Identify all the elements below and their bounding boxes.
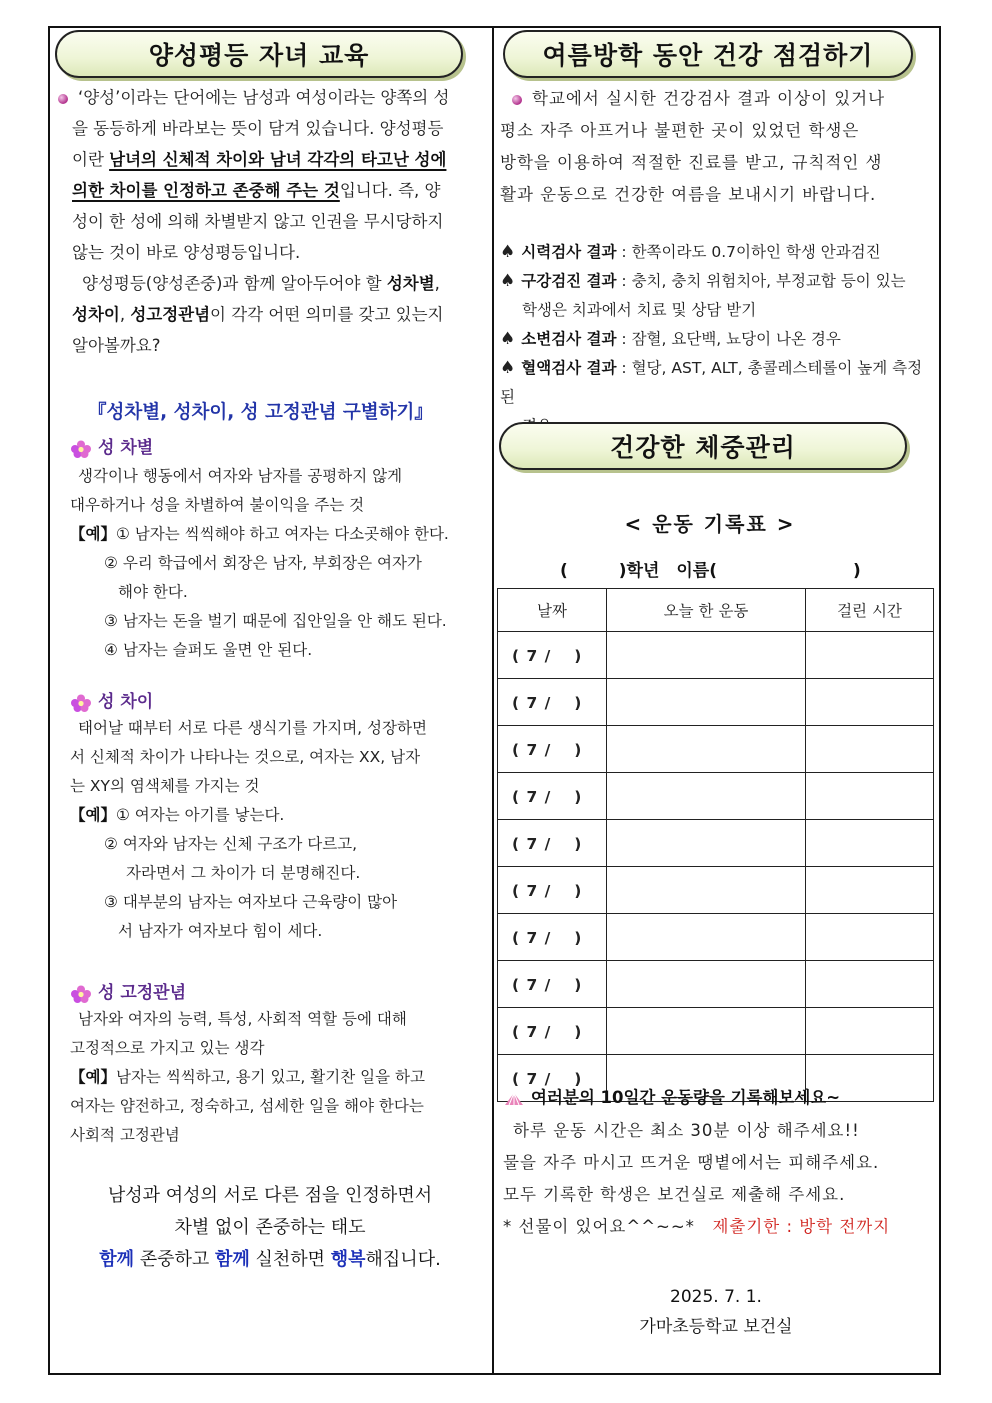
check-item: ♠ 시력검사 결과 : 한쪽이라도 0.7이하인 학생 안과검진: [500, 242, 881, 262]
exercise-cell[interactable]: [607, 820, 806, 867]
flower-icon: [70, 440, 92, 458]
deadline: 제출기한 : 방학 전까지: [712, 1217, 891, 1236]
seashell-icon: [503, 1091, 525, 1107]
right-title: 여름방학 동안 건강 점검하기: [542, 41, 874, 70]
intro-paragraph: ‘양성’이라는 단어에는 남성과 여성이라는 양쪽의 성 을 동등하게 바라보는 뜻이 담겨 있습니다. 양성평등 이란 남녀의 신체적 차이와 남녀 각각의 타고난 성에 의한 차이를 인정하고 존중해 주는 것입니다. 즉, 양 성이 한 성에 의해 차별받지 않고 인권을 무시당하지 않는 것이 바로 양성평등입니다.: [58, 82, 486, 268]
col-exercise: 오늘 한 운동: [607, 589, 806, 632]
left-title-banner: [55, 30, 463, 78]
duration-cell[interactable]: [806, 961, 934, 1008]
table-row: ( 7 / ): [498, 726, 934, 773]
weight-title: 건강한 체중관리: [610, 433, 796, 462]
table-row: ( 7 / ): [498, 914, 934, 961]
table-row: ( 7 / ): [498, 632, 934, 679]
duration-cell[interactable]: [806, 679, 934, 726]
table-header-row: [498, 589, 934, 632]
duration-cell[interactable]: [806, 820, 934, 867]
discrimination-body: 생각이나 행동에서 여자와 남자를 공평하지 않게 대우하거나 성을 차별하여 불이익을 주는 것 【예】① 남자는 씩씩해야 하고 여자는 다소곳해야 한다. ② 우리 학급에서 회장은 남자, 부회장은 여자가 해야 한다. ③ 남자는 돈을 벌기 때문에 집안일을 안 해도 된다. ④ 남자는 슬퍼도 울면 안 된다.: [70, 467, 449, 659]
duration-cell[interactable]: [806, 1008, 934, 1055]
duration-cell[interactable]: [806, 773, 934, 820]
col-date: 날짜: [498, 589, 607, 632]
exercise-cell[interactable]: [607, 632, 806, 679]
intro-paragraph-2: 양성평등(양성존중)과 함께 알아두어야 할 성차별, 성차이, 성고정관념이 각각 어떤 의미를 갖고 있는지 알아볼까요?: [72, 274, 444, 355]
note-head: 여러분의 10일간 운동량을 기록해보세요~: [503, 1084, 840, 1108]
difference-body: 태어날 때부터 서로 다른 생식기를 가지며, 성장하면 서 신체적 차이가 나타나는 것으로, 여자는 XX, 남자 는 XY의 염색체를 가지는 것 【예】① 여자는 아기를 낳는다. ② 여자와 남자는 신체 구조가 다르고, 자라면서 그 차이가 더 분명해진다. ③ 대부분의 남자는 여자보다 근육량이 많아 서 남자가 여자보다 힘이 세다.: [70, 719, 427, 940]
weight-title-banner: [499, 422, 907, 470]
exercise-cell[interactable]: [607, 1008, 806, 1055]
right-title-banner: [503, 30, 913, 78]
column-divider: [492, 26, 494, 1375]
spade-icon: ♠: [500, 242, 516, 262]
col-duration: 걸린 시간: [806, 589, 934, 632]
flower-icon: [70, 985, 92, 1003]
exercise-log-table: [497, 588, 934, 1102]
table-row: ( 7 / ): [498, 679, 934, 726]
log-title: < 운동 기록표 >: [624, 512, 796, 536]
table-row: ( 7 / ): [498, 773, 934, 820]
duration-cell[interactable]: [806, 867, 934, 914]
table-row: ( 7 / ): [498, 1008, 934, 1055]
key-definition: 남녀의 신체적 차이와 남녀 각각의 타고난 성에: [109, 150, 447, 169]
exercise-cell[interactable]: [607, 914, 806, 961]
section-head-stereotype: 성 고정관념: [70, 978, 186, 1003]
table-row: ( 7 / ): [498, 820, 934, 867]
duration-cell[interactable]: [806, 914, 934, 961]
check-item: ♠ 소변검사 결과 : 잠혈, 요단백, 뇨당이 나온 경우: [500, 329, 841, 349]
bullet-dot-icon: [512, 95, 522, 105]
exercise-cell[interactable]: [607, 679, 806, 726]
stereotype-body: 남자와 여자의 능력, 특성, 사회적 역할 등에 대해 고정적으로 가지고 있는 생각 【예】남자는 씩씩하고, 용기 있고, 활기찬 일을 하고 여자는 얌전하고, 정숙하고, 섬세한 일을 해야 한다는 사회적 고정관념: [70, 1010, 425, 1144]
exercise-cell[interactable]: [607, 726, 806, 773]
table-row: ( 7 / ): [498, 1055, 934, 1102]
section-head-discrimination: 성 차별: [70, 433, 153, 458]
duration-cell[interactable]: [806, 726, 934, 773]
exercise-cell[interactable]: [607, 773, 806, 820]
health-check-list: ♠ 시력검사 결과 : 한쪽이라도 0.7이하인 학생 안과검진 ♠ 구강검진 결과 : 충치, 충치 위험치아, 부정교합 등이 있는 학생은 치과에서 치료 및 상담 받기 ♠ 소변검사 결과 : 잠혈, 요단백, 뇨당이 나온 경우 ♠ 혈액검사 결과 : 혈당, AST, ALT, 총콜레스테롤이 높게 측정된: [500, 238, 936, 441]
check-item: ♠ 구강검진 결과 : 충치, 충치 위험치아, 부정교합 등이 있는: [500, 271, 906, 291]
health-intro: 학교에서 실시한 건강검사 결과 이상이 있거나 평소 자주 아프거나 불편한 곳이 있었던 학생은 방학을 이용하여 적절한 진료를 받고, 규칙적인 생 활과 운동으로 건강한 여름을 보내시기 바랍니다.: [500, 89, 886, 204]
exercise-cell[interactable]: [607, 867, 806, 914]
closing-message: 남성과 여성의 서로 다른 점을 인정하면서 차별 없이 존중하는 태도 함께 존중하고 함께 실천하면 행복해집니다.: [99, 1185, 441, 1270]
bullet-dot-icon: [58, 94, 68, 104]
duration-cell[interactable]: [806, 632, 934, 679]
check-item: ♠ 혈액검사 결과 : 혈당, AST, ALT, 총콜레스테롤이 높게 측정된: [500, 358, 923, 406]
section-head-difference: 성 차이: [70, 687, 153, 712]
section-subtitle: 『성차별, 성차이, 성 고정관념 구별하기』: [88, 402, 433, 423]
name-line: ( )학년 이름( ): [560, 561, 861, 581]
notes: 하루 운동 시간은 최소 30분 이상 해주세요!! 물을 자주 마시고 뜨거운 땡볕에서는 피해주세요. 모두 기록한 학생은 보건실로 제출해 주세요. * 선물이 있어요^^~~* 제출기한 : 방학 전까지: [503, 1121, 891, 1236]
table-row: ( 7 / ): [498, 867, 934, 914]
table-row: ( 7 / ): [498, 961, 934, 1008]
signature-block: [500, 1282, 932, 1342]
exercise-cell[interactable]: [607, 961, 806, 1008]
left-title: 양성평등 자녀 교육: [148, 41, 370, 70]
sender: 가마초등학교 보건실: [639, 1317, 793, 1337]
date: 2025. 7. 1.: [670, 1287, 762, 1307]
spade-icon: ♠: [500, 358, 516, 378]
spade-icon: ♠: [500, 271, 516, 291]
spade-icon: ♠: [500, 329, 516, 349]
flower-icon: [70, 694, 92, 712]
